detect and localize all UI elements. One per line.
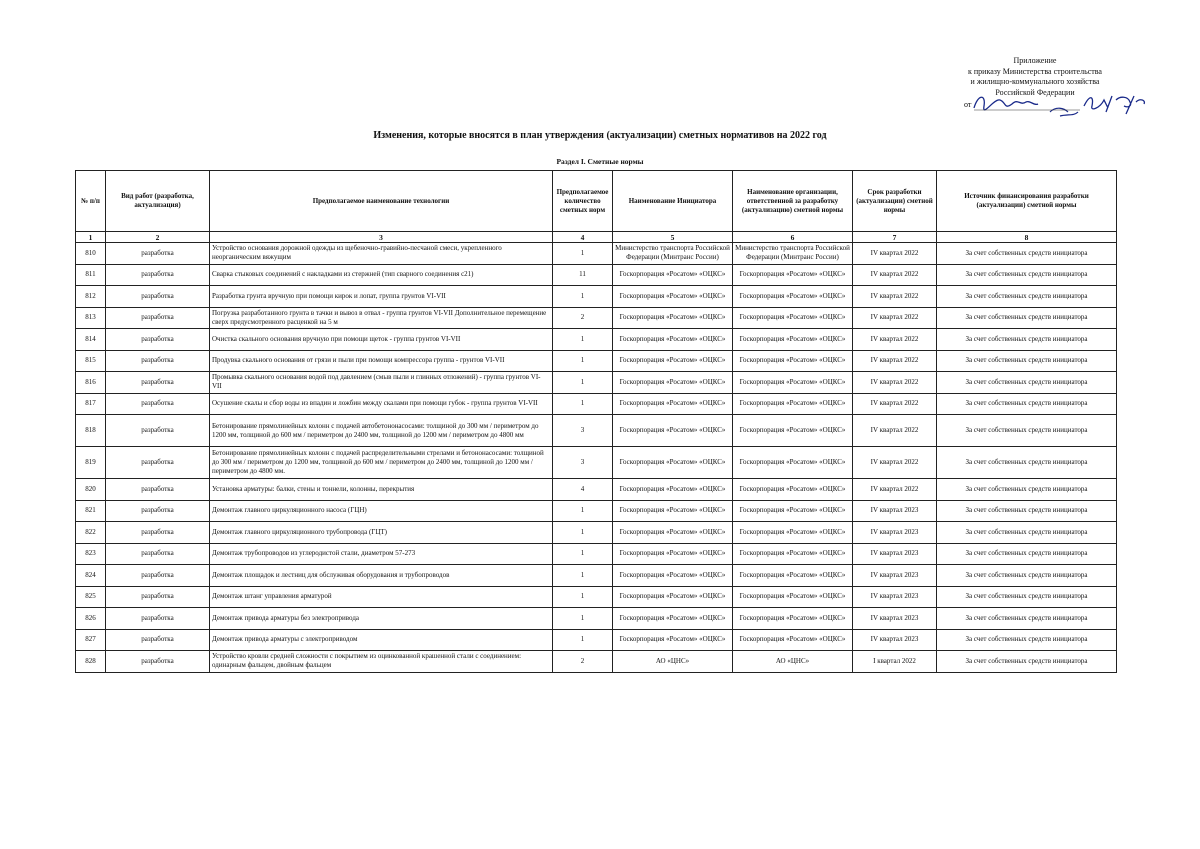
cell-term: IV квартал 2022 (853, 264, 937, 286)
cell-work-type: разработка (106, 522, 210, 544)
col-number: 1 (76, 232, 106, 243)
cell-quantity: 1 (553, 586, 613, 608)
cell-work-type: разработка (106, 608, 210, 630)
cell-quantity: 1 (553, 608, 613, 630)
col-number: 4 (553, 232, 613, 243)
cell-funding: За счет собственных средств инициатора (937, 350, 1117, 372)
col-header-quantity: Предполагаемое количество сметных норм (553, 171, 613, 232)
cell-initiator: Госкорпорация «Росатом» «ОЦКС» (613, 415, 733, 447)
cell-organization: Госкорпорация «Росатом» «ОЦКС» (733, 350, 853, 372)
cell-work-type: разработка (106, 629, 210, 651)
cell-technology: Продувка скального основания от грязи и пыли при помощи компрессора группа - грунтов VI-VII (210, 350, 553, 372)
cell-term: IV квартал 2022 (853, 393, 937, 415)
cell-organization: Госкорпорация «Росатом» «ОЦКС» (733, 565, 853, 587)
cell-technology: Очистка скального основания вручную при помощи щеток - группа грунтов VI-VII (210, 329, 553, 351)
cell-initiator: Госкорпорация «Росатом» «ОЦКС» (613, 608, 733, 630)
col-header-technology: Предполагаемое наименование технологии (210, 171, 553, 232)
table-row (76, 479, 1117, 501)
cell-number: 811 (76, 264, 106, 286)
cell-technology: Устройство кровли средней сложности с покрытием из оцинкованной крашенной стали с соединением: одинарным фальцем, двойным фальцем (210, 651, 553, 673)
cell-number: 824 (76, 565, 106, 587)
cell-initiator: Госкорпорация «Росатом» «ОЦКС» (613, 393, 733, 415)
cell-initiator: Госкорпорация «Росатом» «ОЦКС» (613, 565, 733, 587)
appendix-line: Приложение (1013, 56, 1057, 65)
table-row (76, 608, 1117, 630)
cell-number: 825 (76, 586, 106, 608)
cell-funding: За счет собственных средств инициатора (937, 415, 1117, 447)
appendix-line: Российской Федерации (995, 87, 1075, 97)
cell-term: IV квартал 2022 (853, 350, 937, 372)
cell-quantity: 4 (553, 479, 613, 501)
col-number: 2 (106, 232, 210, 243)
cell-quantity: 1 (553, 543, 613, 565)
cell-work-type: разработка (106, 372, 210, 394)
cell-technology: Бетонирование прямолинейных колонн с подачей распределительными стрелами и бетононасосами: толщиной до 300 мм / периметром до 1200 мм, толщиной до 600 мм / периметром до 2400 мм, толщиной до 1200 мм / периметром до 4800 мм. (210, 447, 553, 479)
handwritten-signature (960, 86, 1160, 126)
table-row (76, 243, 1117, 265)
cell-term: IV квартал 2022 (853, 307, 937, 329)
cell-initiator: Министерство транспорта Российской Федерации (Минтранс России) (613, 243, 733, 265)
cell-number: 814 (76, 329, 106, 351)
cell-quantity: 1 (553, 350, 613, 372)
cell-work-type: разработка (106, 415, 210, 447)
cell-organization: Госкорпорация «Росатом» «ОЦКС» (733, 393, 853, 415)
cell-organization: Госкорпорация «Росатом» «ОЦКС» (733, 586, 853, 608)
cell-work-type: разработка (106, 479, 210, 501)
cell-initiator: Госкорпорация «Росатом» «ОЦКС» (613, 522, 733, 544)
cell-initiator: Госкорпорация «Росатом» «ОЦКС» (613, 447, 733, 479)
cell-number: 815 (76, 350, 106, 372)
col-number: 6 (733, 232, 853, 243)
cell-term: IV квартал 2022 (853, 286, 937, 308)
table-row (76, 393, 1117, 415)
cell-funding: За счет собственных средств инициатора (937, 307, 1117, 329)
cell-funding: За счет собственных средств инициатора (937, 500, 1117, 522)
cell-technology: Демонтаж трубопроводов из углеродистой стали, диаметром 57-273 (210, 543, 553, 565)
cell-term: IV квартал 2023 (853, 629, 937, 651)
table-row (76, 286, 1117, 308)
cell-funding: За счет собственных средств инициатора (937, 372, 1117, 394)
cell-quantity: 1 (553, 629, 613, 651)
table-row (76, 500, 1117, 522)
table-row (76, 651, 1117, 673)
norms-table (75, 170, 1117, 673)
cell-work-type: разработка (106, 307, 210, 329)
cell-number: 813 (76, 307, 106, 329)
cell-term: IV квартал 2023 (853, 500, 937, 522)
cell-initiator: Госкорпорация «Росатом» «ОЦКС» (613, 543, 733, 565)
col-header-organization: Наименование организации, ответственной за разработку (актуализацию) сметной нормы (733, 171, 853, 232)
cell-quantity: 3 (553, 447, 613, 479)
cell-technology: Погрузка разработанного грунта в тачки и вывоз в отвал - группа грунтов VI-VII Дополнительное перемещение сверх предусмотренного расценкой на 5 м (210, 307, 553, 329)
cell-initiator: Госкорпорация «Росатом» «ОЦКС» (613, 307, 733, 329)
cell-work-type: разработка (106, 500, 210, 522)
cell-organization: Госкорпорация «Росатом» «ОЦКС» (733, 479, 853, 501)
column-number-row (76, 232, 1117, 243)
table-row (76, 350, 1117, 372)
col-number: 8 (937, 232, 1117, 243)
col-header-number: № п/п (76, 171, 106, 232)
cell-organization: Госкорпорация «Росатом» «ОЦКС» (733, 372, 853, 394)
cell-term: IV квартал 2023 (853, 543, 937, 565)
section-title: Раздел I. Сметные нормы (556, 157, 644, 166)
cell-technology: Демонтаж площадок и лестниц для обслуживая оборудования и трубопроводов (210, 565, 553, 587)
cell-quantity: 3 (553, 415, 613, 447)
cell-term: IV квартал 2022 (853, 479, 937, 501)
cell-number: 810 (76, 243, 106, 265)
cell-funding: За счет собственных средств инициатора (937, 479, 1117, 501)
cell-term: IV квартал 2022 (853, 447, 937, 479)
table-row (76, 522, 1117, 544)
cell-initiator: Госкорпорация «Росатом» «ОЦКС» (613, 629, 733, 651)
cell-funding: За счет собственных средств инициатора (937, 586, 1117, 608)
cell-term: IV квартал 2022 (853, 415, 937, 447)
cell-funding: За счет собственных средств инициатора (937, 522, 1117, 544)
cell-technology: Промывка скального основания водой под давлением (смыв пыли и глинных отложений) - группа грунтов VI-VII (210, 372, 553, 394)
col-header-term: Срок разработки (актуализации) сметной нормы (853, 171, 937, 232)
cell-quantity: 1 (553, 393, 613, 415)
table-row (76, 372, 1117, 394)
cell-technology: Установка арматуры: балки, стены и тоннели, колонны, перекрытия (210, 479, 553, 501)
cell-funding: За счет собственных средств инициатора (937, 243, 1117, 265)
col-number: 7 (853, 232, 937, 243)
cell-number: 816 (76, 372, 106, 394)
cell-initiator: Госкорпорация «Росатом» «ОЦКС» (613, 500, 733, 522)
cell-organization: Госкорпорация «Росатом» «ОЦКС» (733, 522, 853, 544)
cell-organization: Госкорпорация «Росатом» «ОЦКС» (733, 629, 853, 651)
cell-number: 817 (76, 393, 106, 415)
cell-funding: За счет собственных средств инициатора (937, 286, 1117, 308)
col-number: 3 (210, 232, 553, 243)
cell-work-type: разработка (106, 543, 210, 565)
table-row (76, 543, 1117, 565)
cell-organization: Госкорпорация «Росатом» «ОЦКС» (733, 286, 853, 308)
cell-quantity: 1 (553, 500, 613, 522)
table-row (76, 329, 1117, 351)
col-header-funding: Источник финансирования разработки (актуализации) сметной нормы (937, 171, 1117, 232)
cell-term: IV квартал 2023 (853, 522, 937, 544)
cell-technology: Сварка стыковых соединений с накладками из стержней (тип сварного соединения с21) (210, 264, 553, 286)
cell-funding: За счет собственных средств инициатора (937, 393, 1117, 415)
cell-work-type: разработка (106, 393, 210, 415)
cell-funding: За счет собственных средств инициатора (937, 608, 1117, 630)
cell-organization: АО «ЦНС» (733, 651, 853, 673)
cell-number: 812 (76, 286, 106, 308)
cell-quantity: 11 (553, 264, 613, 286)
cell-work-type: разработка (106, 264, 210, 286)
cell-number: 823 (76, 543, 106, 565)
cell-number: 822 (76, 522, 106, 544)
cell-funding: За счет собственных средств инициатора (937, 543, 1117, 565)
cell-work-type: разработка (106, 243, 210, 265)
cell-initiator: АО «ЦНС» (613, 651, 733, 673)
table-body (76, 243, 1117, 673)
table-row (76, 264, 1117, 286)
cell-term: IV квартал 2022 (853, 243, 937, 265)
cell-quantity: 2 (553, 651, 613, 673)
table-row (76, 586, 1117, 608)
cell-quantity: 1 (553, 372, 613, 394)
cell-work-type: разработка (106, 565, 210, 587)
header-row (76, 171, 1117, 232)
cell-term: I квартал 2022 (853, 651, 937, 673)
cell-number: 818 (76, 415, 106, 447)
cell-number: 821 (76, 500, 106, 522)
cell-technology: Осушение скалы и сбор воды из впадин и ложбин между скалами при помощи губок - группа грунтов VI-VII (210, 393, 553, 415)
cell-organization: Министерство транспорта Российской Федерации (Минтранс России) (733, 243, 853, 265)
cell-work-type: разработка (106, 447, 210, 479)
table-row (76, 307, 1117, 329)
cell-quantity: 2 (553, 307, 613, 329)
col-number: 5 (613, 232, 733, 243)
cell-technology: Демонтаж главного циркуляционного насоса (ГЦН) (210, 500, 553, 522)
cell-term: IV квартал 2023 (853, 565, 937, 587)
cell-funding: За счет собственных средств инициатора (937, 329, 1117, 351)
cell-technology: Демонтаж главного циркуляционного трубопровода (ГЦТ) (210, 522, 553, 544)
cell-technology: Разработка грунта вручную при помощи кирок и лопат, группа грунтов VI-VII (210, 286, 553, 308)
cell-technology: Демонтаж штанг управления арматурой (210, 586, 553, 608)
cell-funding: За счет собственных средств инициатора (937, 264, 1117, 286)
cell-initiator: Госкорпорация «Росатом» «ОЦКС» (613, 586, 733, 608)
cell-organization: Госкорпорация «Росатом» «ОЦКС» (733, 329, 853, 351)
cell-quantity: 1 (553, 286, 613, 308)
cell-term: IV квартал 2022 (853, 329, 937, 351)
cell-number: 819 (76, 447, 106, 479)
cell-work-type: разработка (106, 329, 210, 351)
cell-number: 820 (76, 479, 106, 501)
table-row (76, 565, 1117, 587)
cell-number: 827 (76, 629, 106, 651)
cell-term: IV квартал 2023 (853, 608, 937, 630)
appendix-line: и жилищно-коммунального хозяйства (970, 77, 1100, 86)
cell-initiator: Госкорпорация «Росатом» «ОЦКС» (613, 286, 733, 308)
table-row (76, 447, 1117, 479)
cell-organization: Госкорпорация «Росатом» «ОЦКС» (733, 447, 853, 479)
cell-term: IV квартал 2023 (853, 586, 937, 608)
cell-technology: Демонтаж привода арматуры с электроприводом (210, 629, 553, 651)
appendix-line: к приказу Министерства строительства (968, 66, 1102, 76)
cell-funding: За счет собственных средств инициатора (937, 651, 1117, 673)
date-prefix: от (964, 100, 972, 109)
cell-quantity: 1 (553, 565, 613, 587)
cell-organization: Госкорпорация «Росатом» «ОЦКС» (733, 307, 853, 329)
cell-work-type: разработка (106, 586, 210, 608)
cell-initiator: Госкорпорация «Росатом» «ОЦКС» (613, 350, 733, 372)
cell-initiator: Госкорпорация «Росатом» «ОЦКС» (613, 329, 733, 351)
cell-quantity: 1 (553, 522, 613, 544)
cell-organization: Госкорпорация «Росатом» «ОЦКС» (733, 264, 853, 286)
cell-funding: За счет собственных средств инициатора (937, 447, 1117, 479)
cell-work-type: разработка (106, 286, 210, 308)
col-header-initiator: Наименование Инициатора (613, 171, 733, 232)
table-row (76, 629, 1117, 651)
cell-technology: Демонтаж привода арматуры без электропривода (210, 608, 553, 630)
cell-funding: За счет собственных средств инициатора (937, 629, 1117, 651)
cell-organization: Госкорпорация «Росатом» «ОЦКС» (733, 500, 853, 522)
cell-quantity: 1 (553, 329, 613, 351)
cell-initiator: Госкорпорация «Росатом» «ОЦКС» (613, 479, 733, 501)
cell-quantity: 1 (553, 243, 613, 265)
cell-organization: Госкорпорация «Росатом» «ОЦКС» (733, 543, 853, 565)
cell-initiator: Госкорпорация «Росатом» «ОЦКС» (613, 372, 733, 394)
cell-funding: За счет собственных средств инициатора (937, 565, 1117, 587)
cell-number: 826 (76, 608, 106, 630)
col-header-work-type: Вид работ (разработка, актуализация) (106, 171, 210, 232)
page-title: Изменения, которые вносятся в план утверждения (актуализации) сметных нормативов на 2022 год (373, 130, 827, 141)
cell-work-type: разработка (106, 651, 210, 673)
cell-work-type: разработка (106, 350, 210, 372)
cell-organization: Госкорпорация «Росатом» «ОЦКС» (733, 415, 853, 447)
cell-technology: Устройство основания дорожной одежды из щебеночно-гравийно-песчаной смеси, укрепленного неорганическим вяжущим (210, 243, 553, 265)
cell-term: IV квартал 2022 (853, 372, 937, 394)
table-row (76, 415, 1117, 447)
cell-number: 828 (76, 651, 106, 673)
signature-scribble (960, 86, 1160, 126)
cell-initiator: Госкорпорация «Росатом» «ОЦКС» (613, 264, 733, 286)
cell-technology: Бетонирование прямолинейных колонн с подачей автобетононасосами: толщиной до 300 мм / периметром до 1200 мм, толщиной до 600 мм / периметром до 2400 мм, толщиной до 1200 мм / периметром до 4800 мм (210, 415, 553, 447)
cell-organization: Госкорпорация «Росатом» «ОЦКС» (733, 608, 853, 630)
